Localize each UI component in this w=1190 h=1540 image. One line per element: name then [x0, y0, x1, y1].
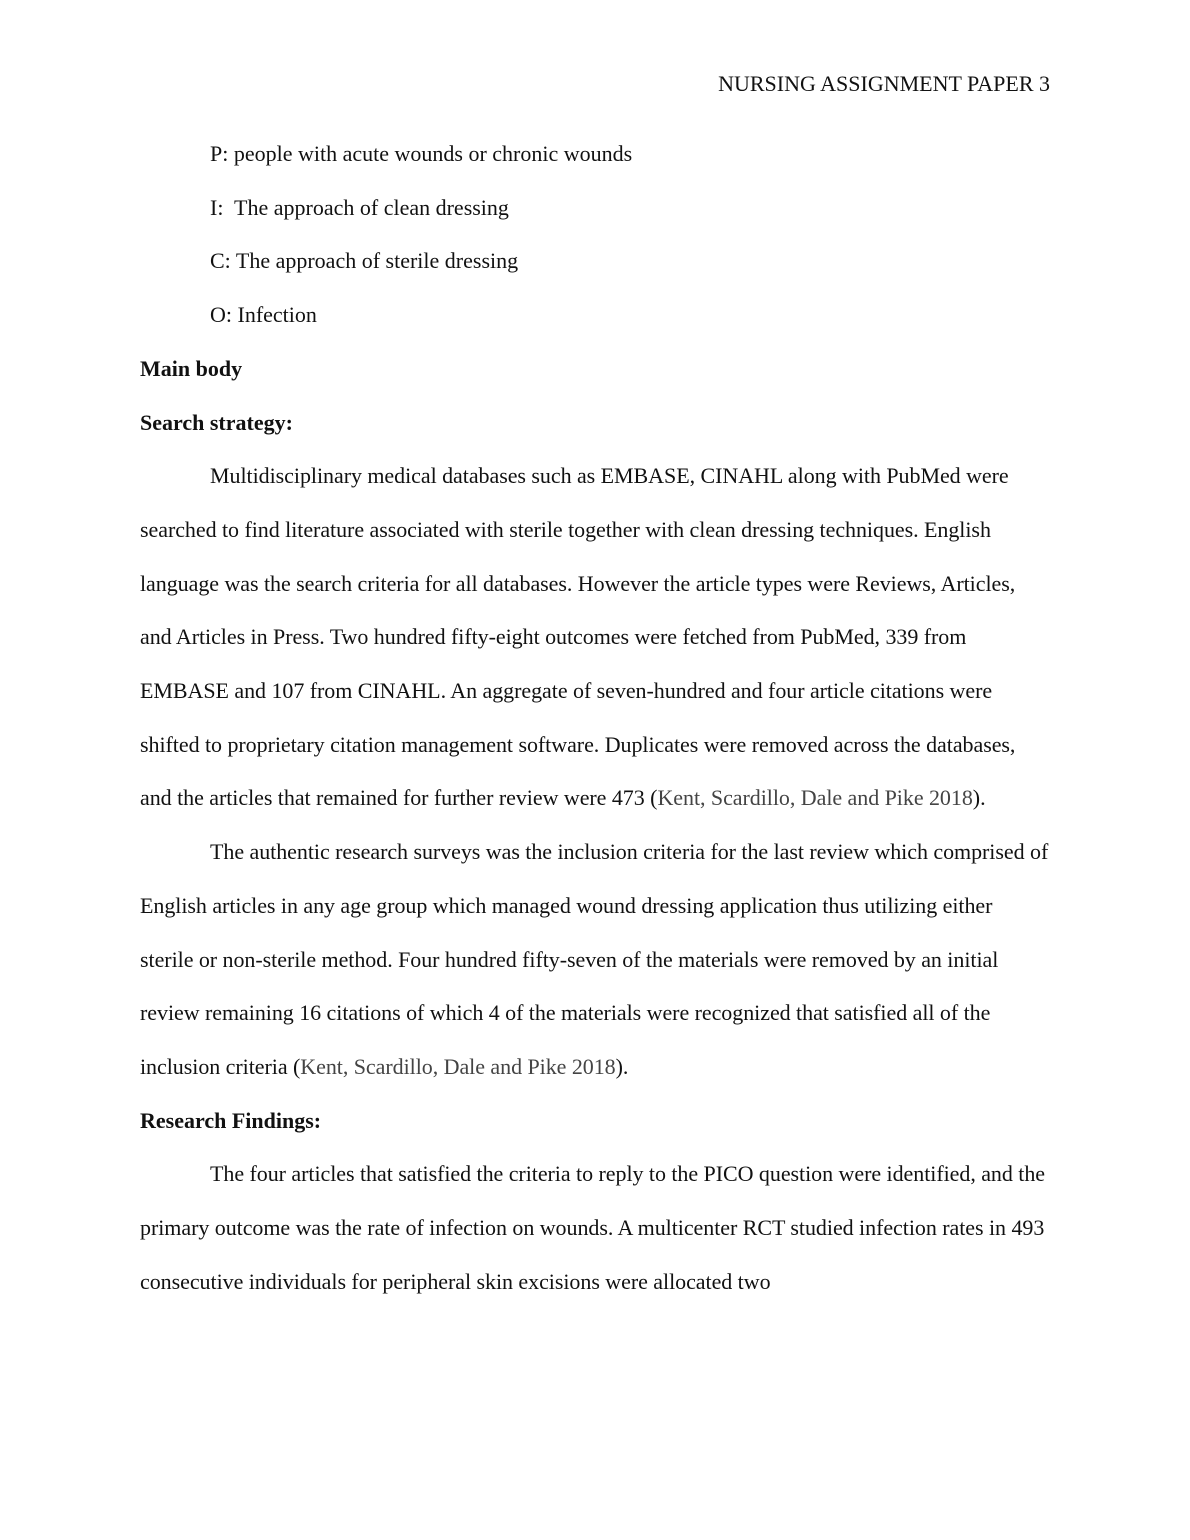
paragraph-text: The authentic research surveys was the inclusion criteria for the last review which comprised of English articles in any age group which managed wound dressing application thus utilizing either sterile or non-sterile method. Four hundred fifty-seven of the materials were removed by an initial review remaining 16 citations of which 4 of the materials were recognized that satisfied all of the inclusion criteria (	[140, 839, 1049, 1079]
heading-main-body: Main body	[140, 355, 243, 381]
running-head: NURSING ASSIGNMENT PAPER 3	[718, 71, 1050, 96]
document-body	[140, 127, 1050, 1308]
citation: Kent, Scardillo, Dale and Pike 2018	[657, 785, 973, 811]
paragraph-text-end: ).	[615, 1053, 629, 1079]
heading-search-strategy: Search strategy:	[140, 409, 293, 435]
paragraph-research-findings	[140, 1147, 1050, 1308]
heading-research-findings: Research Findings:	[140, 1107, 322, 1133]
citation: Kent, Scardillo, Dale and Pike 2018	[300, 1053, 616, 1079]
pico-outcome: O: Infection	[210, 302, 317, 328]
paragraph-text: The four articles that satisfied the criteria to reply to the PICO question were identified, and the primary outcome was the rate of infection on wounds. A multicenter RCT studied infection rates in 493 consecutive individuals for peripheral skin excisions were allocated two	[140, 1161, 1046, 1294]
paragraph-text-end: ).	[972, 785, 986, 811]
paragraph-inclusion-criteria	[140, 825, 1050, 1094]
paragraph-text: Multidisciplinary medical databases such as EMBASE, CINAHL along with PubMed were searched to find literature associated with sterile together with clean dressing techniques. English language was the search criteria for all databases. However the article types were Reviews, Articles, and Articles in Press. Two hundred fifty-eight outcomes were fetched from PubMed, 339 from EMBASE and 107 from CINAHL. An aggregate of seven-hundred and four article citations were shifted to proprietary citation management software. Duplicates were removed across the databases, and the articles that remained for further review were 473 (	[140, 463, 1016, 811]
paragraph-search-databases	[140, 449, 1050, 825]
pico-population: P: people with acute wounds or chronic wounds	[210, 141, 633, 166]
pico-comparison: C: The approach of sterile dressing	[210, 248, 519, 274]
pico-intervention: I: The approach of clean dressing	[210, 194, 509, 220]
